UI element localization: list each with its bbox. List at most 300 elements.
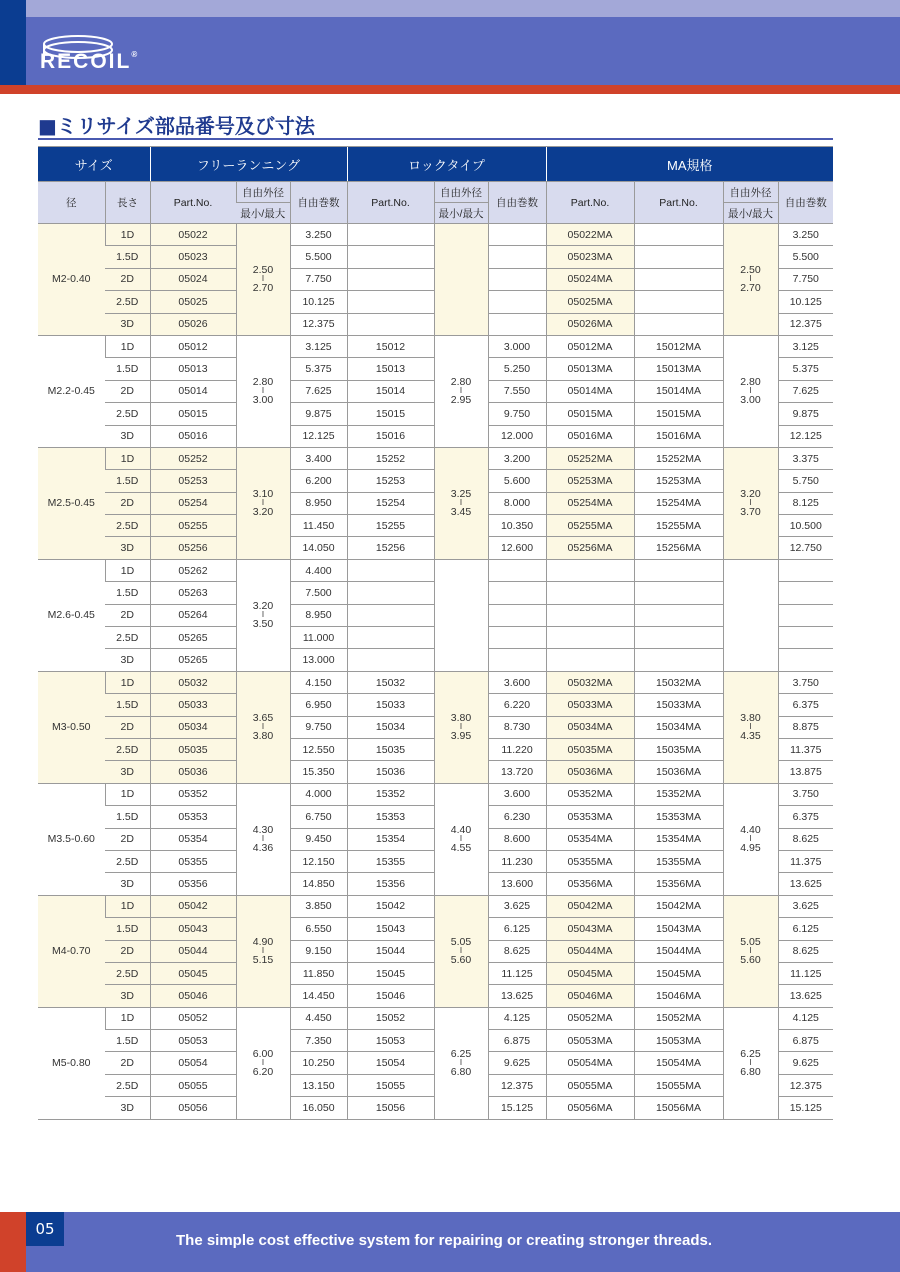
free-turns-cell: 6.550: [290, 918, 347, 940]
lock-part-cell: 15016: [347, 425, 434, 447]
free-outer-range-max: 5.15: [252, 954, 274, 967]
ma-outer-range-separator: I: [749, 834, 752, 844]
ma-turns-cell: 8.625: [778, 828, 833, 850]
ma-part-cell: 05044MA: [546, 940, 634, 962]
lock-turns-cell: 5.600: [488, 470, 546, 492]
col-lock-turns: 自由巻数: [488, 182, 546, 224]
lock-turns-cell: 6.125: [488, 918, 546, 940]
free-turns-cell: 12.150: [290, 850, 347, 872]
lock-part-cell: 15013: [347, 358, 434, 380]
ma-turns-cell: 3.125: [778, 335, 833, 357]
ma-turns-cell: 8.875: [778, 716, 833, 738]
lock-turns-cell: 12.600: [488, 537, 546, 559]
ma-turns-cell: 6.125: [778, 918, 833, 940]
length-cell: 3D: [105, 1097, 150, 1119]
free-turns-cell: 7.500: [290, 582, 347, 604]
lock-part-cell: [347, 291, 434, 313]
lock-outer-range-min: 3.25: [450, 488, 472, 501]
ma-turns-cell: [778, 582, 833, 604]
lock-turns-cell: 10.350: [488, 515, 546, 537]
ma-part-lock-cell: 15042MA: [634, 895, 723, 917]
free-outer-range-separator: I: [261, 834, 265, 844]
ma-turns-cell: 11.375: [778, 850, 833, 872]
ma-turns-cell: 3.375: [778, 447, 833, 469]
length-cell: 1.5D: [105, 582, 150, 604]
free-outer-range-max: 6.20: [252, 1066, 274, 1079]
ma-turns-cell: 10.500: [778, 515, 833, 537]
free-part-cell: 05015: [150, 403, 236, 425]
free-part-cell: 05356: [150, 873, 236, 895]
ma-turns-cell: [778, 649, 833, 671]
free-part-cell: 05054: [150, 1052, 236, 1074]
title-underline: [38, 138, 833, 140]
ma-turns-cell: 12.125: [778, 425, 833, 447]
lock-turns-cell: 3.600: [488, 783, 546, 805]
ma-outer-range-max: 4.95: [740, 842, 761, 855]
ma-part-lock-cell: 15256MA: [634, 537, 723, 559]
ma-outer-range: [723, 447, 778, 559]
lock-part-cell: 15053: [347, 1030, 434, 1052]
lock-part-cell: 15052: [347, 1007, 434, 1029]
ma-turns-cell: 13.625: [778, 873, 833, 895]
length-cell: 3D: [105, 313, 150, 335]
lock-part-cell: 15044: [347, 940, 434, 962]
lock-turns-cell: 6.875: [488, 1030, 546, 1052]
ma-part-cell: 05015MA: [546, 403, 634, 425]
header-corner: [0, 17, 26, 85]
top-strip: [0, 0, 900, 17]
lock-turns-cell: 3.200: [488, 447, 546, 469]
ma-part-lock-cell: 15052MA: [634, 1007, 723, 1029]
size-cell: M4-0.70: [38, 895, 105, 1007]
table-row: [38, 895, 833, 917]
lock-part-cell: 15352: [347, 783, 434, 805]
free-turns-cell: 4.150: [290, 671, 347, 693]
part-number-table: [38, 146, 833, 1120]
free-outer-range-separator: I: [261, 610, 265, 620]
ma-turns-cell: 15.125: [778, 1097, 833, 1119]
length-cell: 1.5D: [105, 246, 150, 268]
ma-part-cell: 05353MA: [546, 806, 634, 828]
length-cell: 1D: [105, 895, 150, 917]
length-cell: 2D: [105, 268, 150, 290]
lock-turns-cell: 12.375: [488, 1074, 546, 1096]
free-part-cell: 05253: [150, 470, 236, 492]
ma-part-cell: 05036MA: [546, 761, 634, 783]
lock-outer-range-separator: I: [459, 386, 463, 396]
length-cell: 3D: [105, 873, 150, 895]
ma-outer-range: [723, 559, 778, 671]
free-outer-range-min: 2.80: [252, 376, 274, 389]
free-turns-cell: 15.350: [290, 761, 347, 783]
ma-outer-range: [723, 895, 778, 1007]
size-cell: M3.5-0.60: [38, 783, 105, 895]
length-cell: 2D: [105, 716, 150, 738]
free-part-cell: 05256: [150, 537, 236, 559]
col-free-turns: 自由巻数: [290, 182, 347, 224]
ma-turns-cell: [778, 559, 833, 581]
ma-part-cell: [546, 649, 634, 671]
length-cell: 1.5D: [105, 358, 150, 380]
free-part-cell: 05036: [150, 761, 236, 783]
ma-part-lock-cell: 15356MA: [634, 873, 723, 895]
free-outer-range-min: 3.65: [252, 712, 274, 725]
lock-part-cell: [347, 649, 434, 671]
ma-part-lock-cell: 15354MA: [634, 828, 723, 850]
ma-outer-range-separator: I: [749, 498, 752, 508]
ma-turns-cell: 6.875: [778, 1030, 833, 1052]
ma-turns-cell: 5.750: [778, 470, 833, 492]
lock-turns-cell: 13.600: [488, 873, 546, 895]
free-outer-range-separator: I: [261, 946, 265, 956]
ma-part-cell: 05256MA: [546, 537, 634, 559]
ma-outer-range: [723, 224, 778, 336]
length-cell: 3D: [105, 649, 150, 671]
lock-part-cell: [347, 313, 434, 335]
free-outer-range-min: 4.30: [252, 824, 274, 837]
free-outer-range-max: 2.70: [252, 282, 274, 295]
lock-part-cell: 15054: [347, 1052, 434, 1074]
ma-part-cell: [546, 604, 634, 626]
lock-outer-range-min: 6.25: [450, 1048, 472, 1061]
lock-turns-cell: 9.750: [488, 403, 546, 425]
lock-part-cell: 15253: [347, 470, 434, 492]
lock-part-cell: [347, 582, 434, 604]
free-turns-cell: 12.550: [290, 738, 347, 760]
ma-part-lock-cell: 15013MA: [634, 358, 723, 380]
ma-part-cell: 05354MA: [546, 828, 634, 850]
free-part-cell: 05353: [150, 806, 236, 828]
ma-part-lock-cell: 15015MA: [634, 403, 723, 425]
lock-turns-cell: 9.625: [488, 1052, 546, 1074]
lock-part-cell: 15055: [347, 1074, 434, 1096]
ma-part-lock-cell: 15044MA: [634, 940, 723, 962]
free-part-cell: 05262: [150, 559, 236, 581]
ma-outer-range-separator: I: [749, 274, 752, 284]
free-turns-cell: 7.625: [290, 380, 347, 402]
ma-turns-cell: 4.125: [778, 1007, 833, 1029]
lock-part-cell: 15036: [347, 761, 434, 783]
free-part-cell: 05034: [150, 716, 236, 738]
ma-part-cell: [546, 559, 634, 581]
col-diameter: 径: [38, 182, 105, 224]
lock-turns-cell: [488, 582, 546, 604]
lock-part-cell: 15014: [347, 380, 434, 402]
ma-part-cell: 05352MA: [546, 783, 634, 805]
group-free-running: フリーランニング: [150, 147, 347, 182]
free-turns-cell: 6.200: [290, 470, 347, 492]
free-outer-range: [236, 224, 290, 336]
ma-part-cell: 05052MA: [546, 1007, 634, 1029]
ma-part-lock-cell: [634, 649, 723, 671]
brand-logo: RECOIL®: [40, 50, 140, 73]
free-turns-cell: 4.400: [290, 559, 347, 581]
free-turns-cell: 12.375: [290, 313, 347, 335]
lock-part-cell: 15042: [347, 895, 434, 917]
lock-part-cell: 15046: [347, 985, 434, 1007]
table-row: [38, 447, 833, 469]
free-part-cell: 05254: [150, 492, 236, 514]
lock-outer-range-max: 5.60: [450, 954, 472, 967]
lock-turns-cell: 13.720: [488, 761, 546, 783]
lock-turns-cell: [488, 246, 546, 268]
table-row: [38, 335, 833, 357]
col-ma-minmax: 最小/最大: [723, 203, 778, 224]
ma-outer-range-separator: I: [749, 722, 752, 732]
ma-part-lock-cell: 15012MA: [634, 335, 723, 357]
lock-part-cell: 15045: [347, 962, 434, 984]
lock-outer-range-separator: I: [459, 834, 463, 844]
ma-part-lock-cell: [634, 582, 723, 604]
ma-turns-cell: 13.875: [778, 761, 833, 783]
ma-outer-range-separator: I: [749, 1058, 752, 1068]
lock-outer-range-min: 5.05: [450, 936, 472, 949]
lock-turns-cell: 15.125: [488, 1097, 546, 1119]
ma-part-cell: 05046MA: [546, 985, 634, 1007]
free-part-cell: 05354: [150, 828, 236, 850]
lock-part-cell: [347, 246, 434, 268]
lock-outer-range-max: 3.95: [450, 730, 472, 743]
lock-turns-cell: 5.250: [488, 358, 546, 380]
ma-part-lock-cell: 15016MA: [634, 425, 723, 447]
ma-turns-cell: 5.500: [778, 246, 833, 268]
ma-part-cell: 05034MA: [546, 716, 634, 738]
free-turns-cell: 8.950: [290, 604, 347, 626]
free-part-cell: 05052: [150, 1007, 236, 1029]
length-cell: 2D: [105, 492, 150, 514]
ma-turns-cell: 8.125: [778, 492, 833, 514]
ma-part-cell: 05022MA: [546, 224, 634, 246]
free-outer-range-max: 3.50: [252, 618, 274, 631]
length-cell: 2.5D: [105, 515, 150, 537]
free-turns-cell: 13.150: [290, 1074, 347, 1096]
free-part-cell: 05033: [150, 694, 236, 716]
lock-outer-range-max: 3.45: [450, 506, 472, 519]
free-outer-range-min: 4.90: [252, 936, 274, 949]
lock-turns-cell: 3.600: [488, 671, 546, 693]
lock-part-cell: 15012: [347, 335, 434, 357]
lock-turns-cell: 8.000: [488, 492, 546, 514]
footer-band: [0, 1212, 900, 1272]
lock-turns-cell: [488, 627, 546, 649]
ma-part-cell: 05012MA: [546, 335, 634, 357]
lock-outer-range: [434, 1007, 488, 1119]
ma-outer-range-separator: I: [749, 386, 752, 396]
ma-part-lock-cell: 15053MA: [634, 1030, 723, 1052]
free-part-cell: 05026: [150, 313, 236, 335]
length-cell: 3D: [105, 761, 150, 783]
table-row: [38, 671, 833, 693]
lock-part-cell: 15043: [347, 918, 434, 940]
lock-turns-cell: 13.625: [488, 985, 546, 1007]
free-turns-cell: 5.375: [290, 358, 347, 380]
table-body: [38, 224, 833, 1120]
lock-part-cell: 15255: [347, 515, 434, 537]
ma-turns-cell: 11.375: [778, 738, 833, 760]
ma-part-cell: [546, 582, 634, 604]
ma-part-lock-cell: [634, 224, 723, 246]
ma-part-lock-cell: [634, 627, 723, 649]
lock-turns-cell: 6.230: [488, 806, 546, 828]
group-size: サイズ: [38, 147, 150, 182]
ma-turns-cell: 3.750: [778, 783, 833, 805]
ma-part-lock-cell: 15036MA: [634, 761, 723, 783]
ma-part-cell: 05035MA: [546, 738, 634, 760]
ma-turns-cell: 12.375: [778, 1074, 833, 1096]
ma-outer-range-min: 3.20: [740, 488, 761, 501]
ma-part-lock-cell: 15046MA: [634, 985, 723, 1007]
lock-outer-range: [434, 559, 488, 671]
ma-turns-cell: 9.875: [778, 403, 833, 425]
ma-part-cell: 05013MA: [546, 358, 634, 380]
col-lock-outer: 自由外径: [434, 182, 488, 203]
free-part-cell: 05035: [150, 738, 236, 760]
col-free-outer: 自由外径: [236, 182, 290, 203]
ma-part-lock-cell: 15254MA: [634, 492, 723, 514]
free-turns-cell: 13.000: [290, 649, 347, 671]
ma-part-cell: 05254MA: [546, 492, 634, 514]
free-part-cell: 05046: [150, 985, 236, 1007]
free-outer-range-separator: I: [261, 386, 265, 396]
free-turns-cell: 16.050: [290, 1097, 347, 1119]
lock-outer-range-min: 4.40: [450, 824, 472, 837]
length-cell: 3D: [105, 425, 150, 447]
ma-outer-range: [723, 671, 778, 783]
ma-part-cell: 05024MA: [546, 268, 634, 290]
free-turns-cell: 9.150: [290, 940, 347, 962]
lock-outer-range: [434, 335, 488, 447]
ma-outer-range: [723, 783, 778, 895]
free-part-cell: 05023: [150, 246, 236, 268]
length-cell: 2D: [105, 1052, 150, 1074]
ma-outer-range-min: 4.40: [740, 824, 761, 837]
ma-turns-cell: 10.125: [778, 291, 833, 313]
length-cell: 1.5D: [105, 1030, 150, 1052]
free-part-cell: 05043: [150, 918, 236, 940]
col-lock-part: Part.No.: [347, 182, 434, 224]
lock-outer-range: [434, 224, 488, 336]
ma-outer-range-max: 6.80: [740, 1066, 761, 1079]
length-cell: 1D: [105, 335, 150, 357]
free-turns-cell: 6.950: [290, 694, 347, 716]
table-row: [38, 224, 833, 246]
lock-outer-range-max: 4.55: [450, 842, 472, 855]
lock-turns-cell: 8.730: [488, 716, 546, 738]
ma-part-cell: 05026MA: [546, 313, 634, 335]
lock-part-cell: [347, 604, 434, 626]
free-turns-cell: 4.000: [290, 783, 347, 805]
table-row: [38, 783, 833, 805]
free-outer-range-max: 3.20: [252, 506, 274, 519]
lock-part-cell: 15353: [347, 806, 434, 828]
free-outer-range-separator: I: [261, 1058, 265, 1068]
ma-part-cell: 05032MA: [546, 671, 634, 693]
free-part-cell: 05264: [150, 604, 236, 626]
length-cell: 2.5D: [105, 403, 150, 425]
length-cell: 2.5D: [105, 850, 150, 872]
lock-part-cell: 15015: [347, 403, 434, 425]
ma-part-cell: 05014MA: [546, 380, 634, 402]
length-cell: 1D: [105, 671, 150, 693]
length-cell: 2.5D: [105, 291, 150, 313]
size-cell: M2.2-0.45: [38, 335, 105, 447]
free-part-cell: 05352: [150, 783, 236, 805]
lock-part-cell: [347, 268, 434, 290]
free-turns-cell: 3.400: [290, 447, 347, 469]
free-turns-cell: 11.450: [290, 515, 347, 537]
ma-part-cell: 05255MA: [546, 515, 634, 537]
ma-part-lock-cell: [634, 604, 723, 626]
length-cell: 1D: [105, 783, 150, 805]
col-ma-outer: 自由外径: [723, 182, 778, 203]
ma-turns-cell: [778, 604, 833, 626]
free-part-cell: 05265: [150, 627, 236, 649]
header-red-line: [0, 85, 900, 94]
free-turns-cell: 10.250: [290, 1052, 347, 1074]
ma-part-lock-cell: 15055MA: [634, 1074, 723, 1096]
length-cell: 1D: [105, 447, 150, 469]
lock-outer-range-min: 3.80: [450, 712, 472, 725]
ma-part-lock-cell: 15033MA: [634, 694, 723, 716]
length-cell: 2.5D: [105, 627, 150, 649]
lock-turns-cell: [488, 313, 546, 335]
lock-turns-cell: [488, 604, 546, 626]
ma-outer-range-min: 5.05: [740, 936, 761, 949]
length-cell: 2.5D: [105, 962, 150, 984]
lock-part-cell: [347, 627, 434, 649]
ma-outer-range-min: 6.25: [740, 1048, 761, 1061]
free-turns-cell: 12.125: [290, 425, 347, 447]
lock-turns-cell: 7.550: [488, 380, 546, 402]
lock-turns-cell: [488, 559, 546, 581]
col-free-part: Part.No.: [150, 182, 236, 224]
lock-turns-cell: 4.125: [488, 1007, 546, 1029]
size-cell: M2.6-0.45: [38, 559, 105, 671]
footer-slogan: The simple cost effective system for repairing or creating stronger threads.: [176, 1232, 712, 1249]
col-length: 長さ: [105, 182, 150, 224]
free-outer-range-separator: I: [261, 274, 265, 284]
free-outer-range-min: 6.00: [252, 1048, 274, 1061]
ma-turns-cell: 6.375: [778, 694, 833, 716]
ma-part-cell: 05355MA: [546, 850, 634, 872]
free-outer-range-min: 2.50: [252, 264, 274, 277]
free-part-cell: 05042: [150, 895, 236, 917]
ma-part-lock-cell: 15034MA: [634, 716, 723, 738]
ma-turns-cell: 3.750: [778, 671, 833, 693]
free-part-cell: 05355: [150, 850, 236, 872]
free-part-cell: 05056: [150, 1097, 236, 1119]
lock-outer-range: [434, 895, 488, 1007]
ma-part-lock-cell: 15035MA: [634, 738, 723, 760]
lock-outer-range: [434, 447, 488, 559]
free-part-cell: 05053: [150, 1030, 236, 1052]
free-outer-range-min: 3.10: [252, 488, 274, 501]
ma-part-lock-cell: [634, 313, 723, 335]
ma-part-cell: 05053MA: [546, 1030, 634, 1052]
lock-outer-range-max: 2.95: [450, 394, 472, 407]
ma-part-lock-cell: 15054MA: [634, 1052, 723, 1074]
ma-turns-cell: 3.250: [778, 224, 833, 246]
lock-part-cell: [347, 224, 434, 246]
free-turns-cell: 14.050: [290, 537, 347, 559]
free-turns-cell: 14.450: [290, 985, 347, 1007]
length-cell: 1.5D: [105, 806, 150, 828]
lock-part-cell: 15033: [347, 694, 434, 716]
free-outer-range-separator: I: [261, 498, 265, 508]
page-number: 05: [26, 1212, 64, 1246]
ma-part-cell: 05056MA: [546, 1097, 634, 1119]
lock-turns-cell: 11.230: [488, 850, 546, 872]
